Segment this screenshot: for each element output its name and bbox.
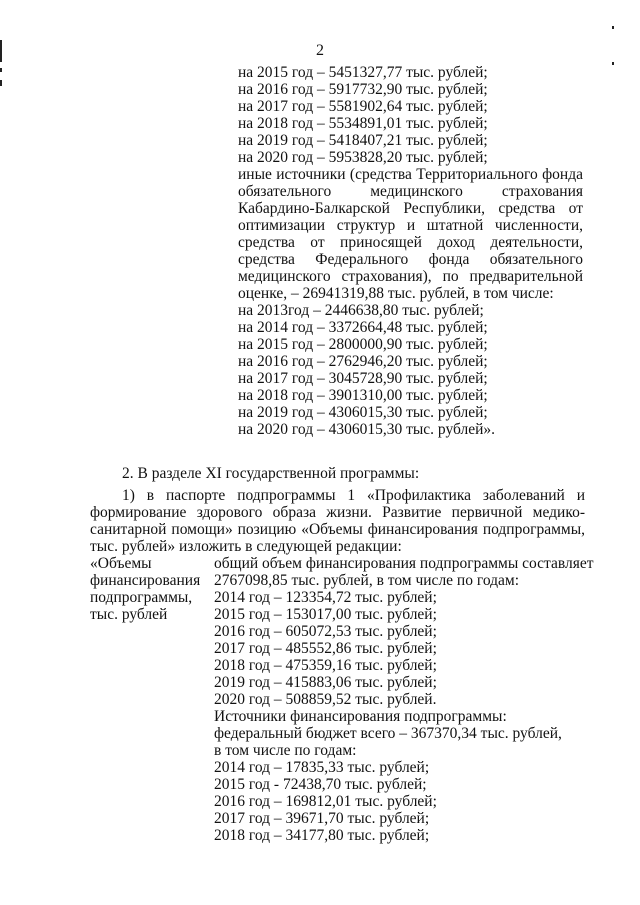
text-line: 2014 год – 17835,33 тыс. рублей; [214, 759, 430, 776]
text-line: Кабардино-Балкарской Республики, средства от [238, 200, 583, 217]
text-line: на 2014 год – 3372664,48 тыс. рублей; [238, 319, 488, 336]
text-line: 2017 год – 39671,70 тыс. рублей; [214, 810, 430, 827]
text-line: общий объем финансирования подпрограммы составляет [214, 555, 594, 572]
text-line: 2017 год – 485552,86 тыс. рублей; [214, 640, 437, 657]
text-line: формирование здорового образа жизни. Развитие первичной медико- [90, 504, 585, 521]
text-line: на 2019 год – 5418407,21 тыс. рублей; [238, 132, 488, 149]
text-line: «Объемы [90, 555, 152, 572]
text-line: обязательного медицинского страхования [238, 183, 583, 200]
text-line: на 2017 год – 3045728,90 тыс. рублей; [238, 370, 488, 387]
section-heading: 2. В разделе XI государственной программы: [122, 465, 420, 482]
table-label-cell [90, 555, 205, 623]
text-line: на 2020 год – 5953828,20 тыс. рублей; [238, 149, 488, 166]
text-line: 1) в паспорте подпрограммы 1 «Профилактика заболеваний и [122, 487, 585, 504]
funding-sources-block [238, 64, 583, 438]
text-line: 2015 год – 153017,00 тыс. рублей; [214, 606, 437, 623]
scan-mark-left-2 [0, 68, 2, 72]
text-line: на 2019 год – 4306015,30 тыс. рублей; [238, 404, 488, 421]
text-line: иные источники (средства Территориального фонда [238, 166, 583, 183]
text-line: на 2016 год – 5917732,90 тыс. рублей; [238, 81, 488, 98]
text-line: подпрограммы, [90, 589, 193, 606]
text-line: на 2013год – 2446638,80 тыс. рублей; [238, 302, 484, 319]
text-line: на 2015 год – 2800000,90 тыс. рублей; [238, 336, 488, 353]
text-line: 2767098,85 тыс. рублей, в том числе по годам: [214, 572, 520, 589]
scan-mark-right-2 [612, 62, 614, 65]
text-line: на 2017 год – 5581902,64 тыс. рублей; [238, 98, 488, 115]
text-line: 2014 год – 123354,72 тыс. рублей; [214, 589, 437, 606]
paragraph-1 [90, 487, 585, 555]
page-number: 2 [316, 42, 324, 59]
text-line: тыс. рублей» изложить в следующей редакции: [90, 538, 402, 555]
text-line: в том числе по годам: [214, 742, 357, 759]
text-line: 2018 год – 475359,16 тыс. рублей; [214, 657, 437, 674]
text-line: финансирования [90, 572, 201, 589]
text-line: федеральный бюджет всего – 367370,34 тыс. рублей, [214, 725, 562, 742]
text-line: 2019 год – 415883,06 тыс. рублей; [214, 674, 437, 691]
text-line: 2018 год – 34177,80 тыс. рублей; [214, 827, 430, 844]
text-line: 2016 год – 169812,01 тыс. рублей; [214, 793, 437, 810]
text-line: 2016 год – 605072,53 тыс. рублей; [214, 623, 437, 640]
scan-mark-left-1 [0, 40, 2, 62]
text-line: на 2015 год – 5451327,77 тыс. рублей; [238, 64, 488, 81]
text-line: 2015 год - 72438,70 тыс. рублей; [214, 776, 427, 793]
text-line: тыс. рублей [90, 606, 168, 623]
scan-mark-right-1 [612, 26, 614, 29]
text-line: средства от приносящей доход деятельности, [238, 234, 583, 251]
table-value-cell [214, 555, 594, 844]
text-line: 2020 год – 508859,52 тыс. рублей. [214, 691, 437, 708]
text-line: оптимизации структур и штатной численности, [238, 217, 583, 234]
text-line: на 2018 год – 3901310,00 тыс. рублей; [238, 387, 488, 404]
text-line: медицинского страхования), по предварительной [238, 268, 583, 285]
text-line: на 2016 год – 2762946,20 тыс. рублей; [238, 353, 488, 370]
text-line: на 2020 год – 4306015,30 тыс. рублей». [238, 421, 496, 438]
text-line: Источники финансирования подпрограммы: [214, 708, 507, 725]
text-line: санитарной помощи» позицию «Объемы финансирования подпрограммы, [90, 521, 585, 538]
text-line: средства Федерального фонда обязательного [238, 251, 583, 268]
text-line: оценке, – 26941319,88 тыс. рублей, в том числе: [238, 285, 554, 302]
text-line: на 2018 год – 5534891,01 тыс. рублей; [238, 115, 488, 132]
scan-mark-left-3 [0, 80, 2, 86]
